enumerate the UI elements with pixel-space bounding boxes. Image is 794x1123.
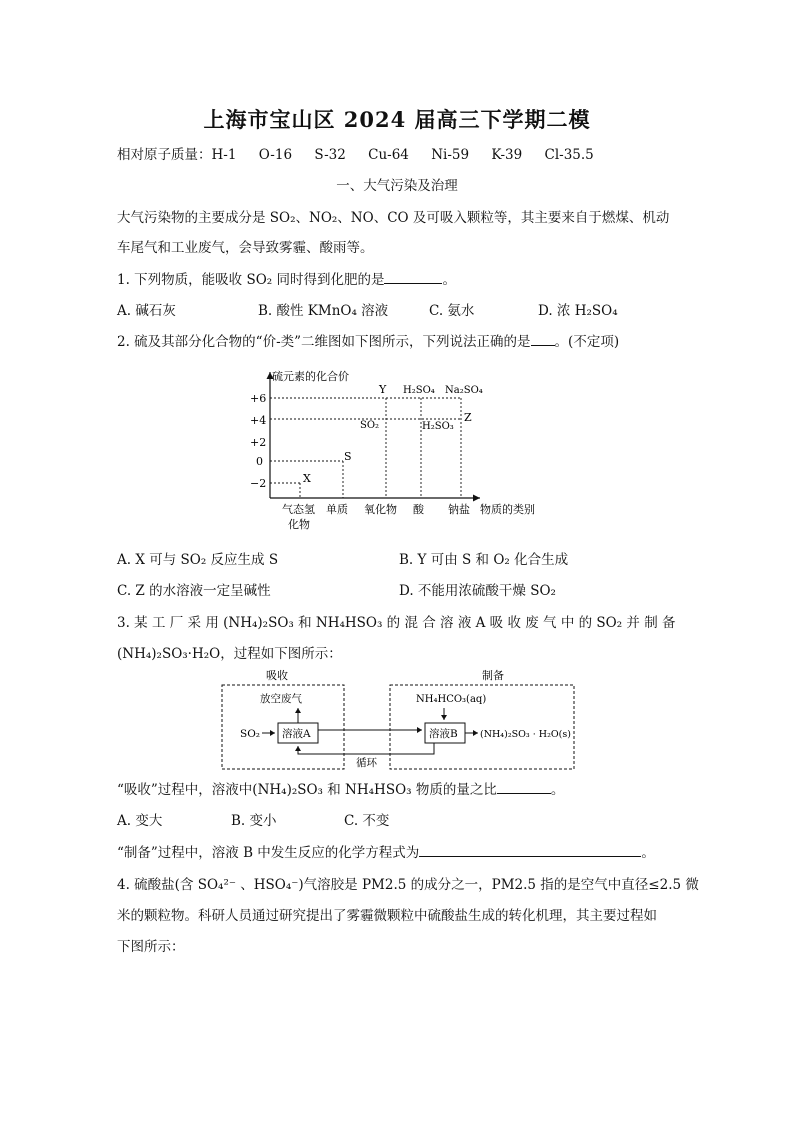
mass-k: K-39 [491, 147, 523, 163]
mass-cu: Cu-64 [368, 147, 409, 163]
q2-stem-end: 。(不定项) [554, 334, 620, 350]
mass-cl: Cl-35.5 [544, 147, 594, 163]
q1-option-a: A. 碱石灰 [117, 303, 176, 319]
q3-sub2-end: 。 [641, 845, 655, 861]
atomic-masses-line [117, 146, 594, 164]
cycle-arrow [298, 743, 434, 754]
q2-stem [117, 333, 619, 351]
q1-stem-end: 。 [442, 272, 456, 288]
xcat-oxide: 氧化物 [364, 503, 397, 516]
atomic-masses-label: 相对原子质量： [117, 147, 212, 163]
q3-sub1 [117, 781, 564, 799]
so2-label: SO₂ [240, 728, 261, 740]
q3-sub1-end: 。 [550, 782, 565, 798]
q3-sub2 [117, 844, 655, 862]
absorb-label: 吸收 [266, 669, 288, 682]
xcat-sodium-salt: 钠盐 [448, 503, 470, 516]
page-title: 上海市宝山区 2024 届高三下学期二模 [203, 107, 591, 132]
q3-sub2-text: “制备”过程中，溶液 B 中发生反应的化学方程式为 [117, 845, 420, 861]
ytick-plus6: +6 [250, 392, 267, 405]
q3-stem-line-1: 3. 某 工 厂 采 用 (NH₄)₂SO₃ 和 NH₄HSO₃ 的 混 合 溶 液 A 吸 收 废 气 中 的 SO₂ 并 制 备 [117, 615, 676, 631]
y-axis-label: 硫元素的化合价 [272, 370, 349, 383]
q1-option-d: D. 浓 H₂SO₄ [538, 303, 618, 319]
q3-stem-line-2: (NH₄)₂SO₃·H₂O，过程如下图所示： [117, 646, 342, 662]
ytick-plus2: +2 [250, 436, 267, 449]
q1-stem-text: 1. 下列物质，能吸收 SO₂ 同时得到化肥的是 [117, 272, 385, 288]
q1-stem [117, 271, 456, 289]
guide-lines [270, 398, 461, 498]
q3-sub1-text: “吸收”过程中，溶液中(NH₄)₂SO₃ 和 NH₄HSO₃ 物质的量之比 [117, 782, 497, 798]
ytick-plus4: +4 [250, 414, 267, 427]
q3-sub1-blank[interactable] [497, 781, 551, 794]
vent-gas-label: 放空废气 [260, 693, 302, 705]
section-heading: 一、大气污染及治理 [336, 178, 458, 194]
mass-ni: Ni-59 [431, 147, 470, 163]
cycle-label: 循环 [356, 757, 377, 769]
point-na2so4: Na₂SO₄ [445, 385, 483, 396]
x-axis-label: 物质的类别 [480, 503, 535, 516]
ytick-zero: 0 [256, 455, 263, 468]
q1-option-c: C. 氨水 [429, 303, 475, 319]
q2-stem-text: 2. 硫及其部分化合物的“价-类”二维图如下图所示，下列说法正确的是 [117, 334, 531, 350]
q3-sub2-blank[interactable] [419, 844, 641, 857]
xcat-hydride-2: 化物 [288, 518, 310, 531]
mass-h: H-1 [211, 147, 237, 163]
mass-s: S-32 [314, 147, 346, 163]
absorb-prepare-diagram [220, 664, 580, 772]
xcat-element: 单质 [326, 503, 348, 516]
q2-option-d: D. 不能用浓硫酸干燥 SO₂ [399, 583, 556, 599]
sulfur-valence-chart [240, 362, 560, 540]
point-h2so4: H₂SO₄ [403, 385, 435, 396]
q4-line-2: 米的颗粒物。科研人员通过研究提出了雾霾微颗粒中硫酸盐生成的转化机理，其主要过程如 [117, 908, 657, 924]
point-h2so3: H₂SO₃ [422, 421, 454, 432]
solution-a-label: 溶液A [282, 728, 311, 740]
q4-line-1: 4. 硫酸盐(含 SO₄²⁻ 、HSO₄⁻)气溶胶是 PM2.5 的成分之一，PM2.5 指的是空气中直径≤2.5 微 [117, 877, 699, 893]
xcat-hydride: 气态氢 [282, 503, 315, 516]
q1-option-b: B. 酸性 KMnO₄ 溶液 [258, 303, 389, 319]
mass-o: O-16 [258, 147, 293, 163]
point-s: S [344, 450, 352, 463]
q2-option-a: A. X 可与 SO₂ 反应生成 S [117, 552, 279, 568]
q2-answer-blank[interactable] [531, 333, 555, 346]
prepare-label: 制备 [482, 669, 504, 682]
point-y: Y [379, 383, 387, 396]
q3-sub1-option-b: B. 变小 [231, 813, 277, 829]
point-z: Z [464, 411, 472, 424]
ytick-minus2: −2 [250, 477, 267, 490]
q4-line-3: 下图所示： [117, 939, 185, 955]
q2-option-b: B. Y 可由 S 和 O₂ 化合生成 [399, 552, 569, 568]
q3-sub1-option-a: A. 变大 [117, 813, 163, 829]
point-so2: SO₂ [360, 420, 380, 431]
intro-line-1: 大气污染物的主要成分是 SO₂、NO₂、NO、CO 及可吸入颗粒等，其主要来自于燃煤、机动 [117, 210, 670, 226]
point-x: X [303, 472, 311, 485]
q1-answer-blank[interactable] [384, 271, 442, 284]
nh4hco3-label: NH₄HCO₃(aq) [416, 694, 487, 705]
q3-sub1-option-c: C. 不变 [344, 813, 390, 829]
solution-b-label: 溶液B [429, 728, 458, 740]
q2-option-c: C. Z 的水溶液一定呈碱性 [117, 583, 271, 599]
product-label: (NH₄)₂SO₃ · H₂O(s) [480, 729, 571, 740]
intro-line-2: 车尾气和工业废气，会导致雾霾、酸雨等。 [117, 240, 374, 256]
xcat-acid: 酸 [413, 503, 424, 516]
